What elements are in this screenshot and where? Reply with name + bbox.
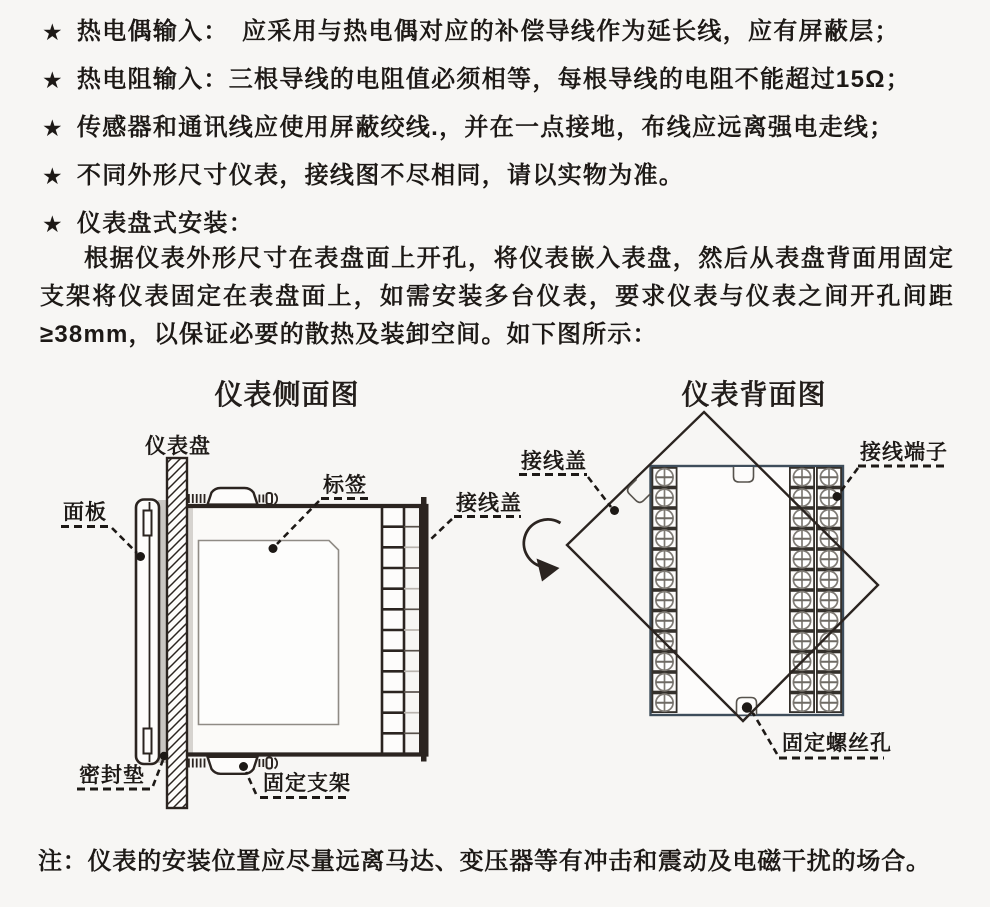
sticker-dot [269,544,278,553]
terminal-dot [833,492,842,501]
star-bullet-icon: ★ [42,211,64,237]
bullet-text: 热电阻输入：三根导线的电阻值必须相等，每根导线的电阻不能超过15Ω； [76,66,912,93]
bullet-item [42,115,972,141]
terminal-column-left [652,468,676,712]
side-view-diagram [30,430,530,815]
fixing-bracket-leader [246,772,256,794]
label-terminal: 接线端子 [860,441,948,464]
terminal-ladder [382,506,419,754]
top-snap-tab [734,467,754,482]
label-fixing-screw-hole: 固定螺丝孔 [782,732,892,755]
label-front-panel: 面板 [63,501,107,524]
label-fixing-bracket: 固定支架 [263,772,351,795]
top-fixing-bracket [188,488,277,505]
front-panel-dot [136,552,145,561]
panel-wall [167,458,187,808]
label-sticker: 标签 [323,474,367,497]
star-bullet-icon: ★ [42,67,64,93]
fixing-screw-hole [737,698,757,716]
star-bullet-icon: ★ [42,19,64,45]
wiring-cover-back-leader [588,477,611,507]
label-wiring-cover-side: 接线盖 [456,492,522,515]
label-panel-board: 仪表盘 [145,435,211,458]
label-sticker-area [199,541,339,725]
back-view-diagram [500,390,990,775]
wiring-cover-back-dot [610,506,619,515]
bullet-text: 不同外形尺寸仪表，接线图不尽相同，请以实物为准。 [76,162,685,189]
front-panel-leader [112,528,137,553]
bullet-list [42,19,972,259]
bullet-text: 热电偶输入： 应采用与热电偶对应的补偿导线作为延长线，应有屏蔽层； [76,18,900,45]
wiring-cover-leader [429,519,452,541]
front-panel-bezel [136,500,159,765]
star-bullet-icon: ★ [42,115,64,141]
side-view-title: 仪表侧面图 [214,380,360,411]
fixing-bracket-dot [239,762,248,771]
bullet-item [42,67,972,93]
bullet-text: 传感器和通讯线应使用屏蔽绞线.，并在一点接地，布线应远离强电走线； [76,114,895,141]
bullet-item [42,19,972,45]
fixing-screw-hole-leader [753,713,777,754]
back-view-title: 仪表背面图 [681,380,827,411]
seal-gasket-dot [160,752,168,760]
bullet-item [42,163,972,189]
rotation-arrow-icon [524,519,561,581]
installation-paragraph: 根据仪表外形尺寸在表盘面上开孔，将仪表嵌入表盘，然后从表盘背面用固定支架将仪表固定在表盘面上，如需安装多台仪表，要求仪表与仪表之间开孔间距≥38mm，以保证必要的散热及装卸空间。如下图所示： [40,245,954,348]
star-bullet-icon: ★ [42,163,64,189]
caution-note: 注：仪表的安装位置应尽量远离马达、变压器等有冲击和震动及电磁干扰的场合。 [38,848,931,875]
wiring-cover-bar [419,497,429,762]
label-wiring-cover-back: 接线盖 [521,450,587,473]
bullet-item [42,211,972,237]
bullet-text: 仪表盘式安装： [76,210,255,237]
label-seal-gasket: 密封垫 [79,764,145,787]
